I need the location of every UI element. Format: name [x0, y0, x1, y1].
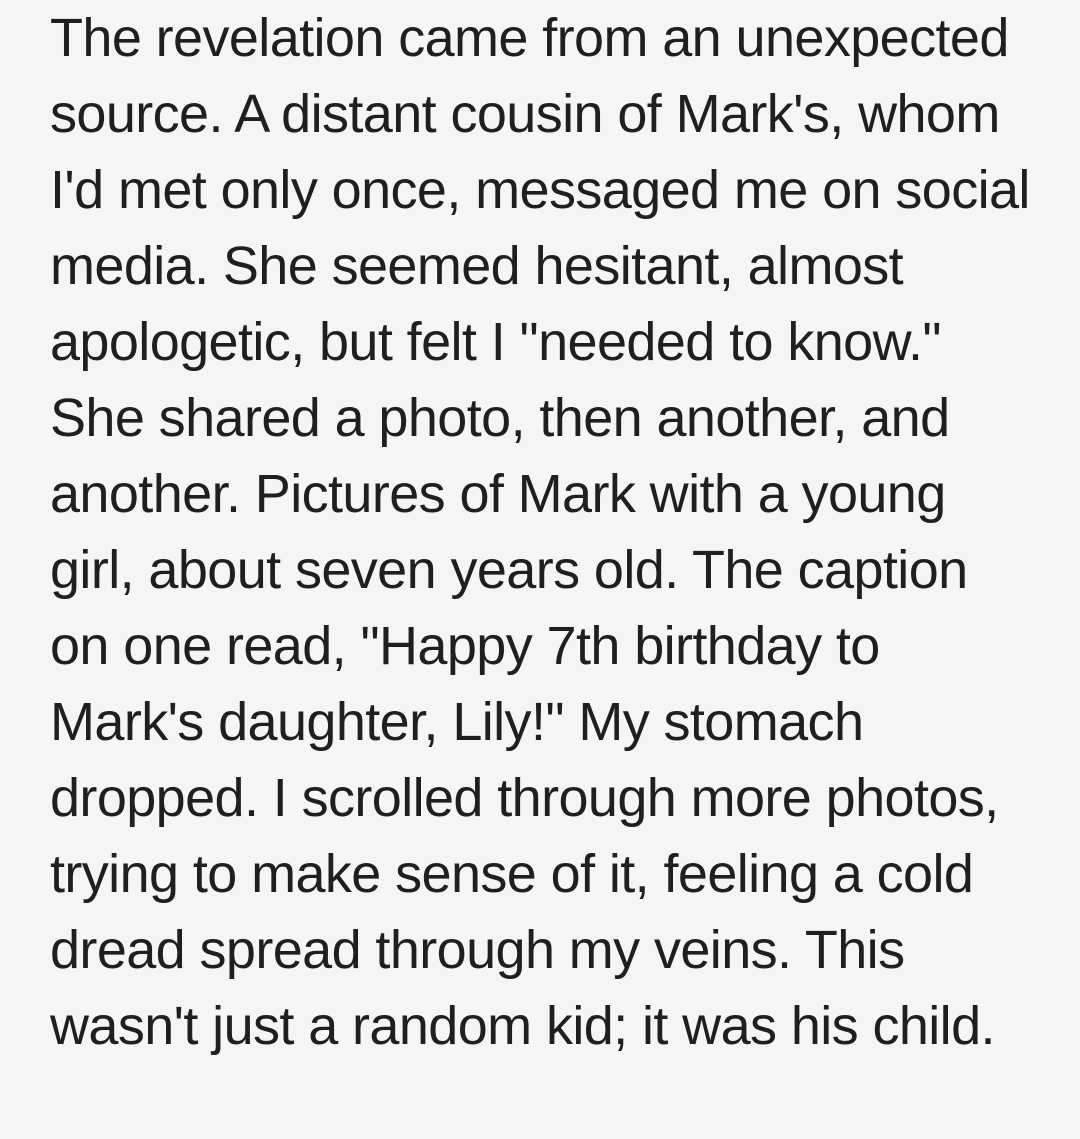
story-line: wasn't just a random kid; it was his child. [50, 996, 995, 1056]
story-line: apologetic, but felt I "needed to know." [50, 312, 941, 372]
story-line: trying to make sense of it, feeling a cold [50, 844, 974, 904]
story-text [50, 0, 1040, 1064]
story-line: dropped. I scrolled through more photos, [50, 768, 999, 828]
story-line: Mark's daughter, Lily!" My stomach [50, 692, 864, 752]
story-line: another. Pictures of Mark with a young [50, 464, 946, 524]
story-line: girl, about seven years old. The caption [50, 540, 968, 600]
story-line: on one read, "Happy 7th birthday to [50, 616, 880, 676]
story-line: media. She seemed hesitant, almost [50, 236, 904, 296]
story-line: dread spread through my veins. This [50, 920, 905, 980]
story-line: source. A distant cousin of Mark's, whom [50, 84, 1000, 144]
story-line: The revelation came from an unexpected [50, 8, 1009, 68]
story-line: She shared a photo, then another, and [50, 388, 950, 448]
story-line: I'd met only once, messaged me on social [50, 160, 1030, 220]
